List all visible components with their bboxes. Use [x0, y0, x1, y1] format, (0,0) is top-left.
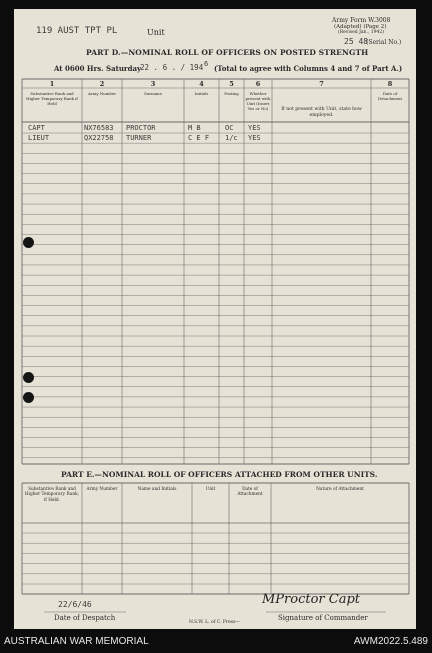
archive-accession-number: AWM2022.5.489	[353, 636, 428, 647]
column-header: Unit	[205, 487, 216, 492]
signature-label: Signature of Commander	[278, 614, 368, 622]
table-cell: TURNER	[126, 134, 152, 143]
table-cell: M B	[188, 124, 201, 132]
part-d-time-line: At 0600 Hrs. Saturday	[54, 64, 142, 73]
table-cell: PROCTOR	[126, 124, 156, 132]
unit-value: 119 AUST TPT PL	[36, 26, 118, 36]
column-number: 8	[387, 80, 393, 88]
column-header: Date of Detachment	[377, 91, 403, 101]
column-header: Date of Attachment	[237, 487, 263, 498]
column-header: Army Number	[86, 487, 118, 492]
part-d-heading: PART D.—NOMINAL ROLL OF OFFICERS ON POSTED STRENGTH	[86, 48, 369, 57]
column-number: 3	[150, 80, 156, 88]
table-cell: QX22758	[84, 134, 114, 143]
table-cell: YES	[248, 134, 261, 143]
column-header: Whether present with Unit (Insert Yes or No)	[245, 91, 271, 111]
table-cell: CAPT	[28, 124, 45, 132]
serial-value: 25 48	[344, 37, 369, 46]
column-number: 6	[255, 80, 261, 88]
commander-signature: MProctor Capt	[262, 592, 361, 607]
form-revised: (Revised Jan., 1942)	[338, 30, 384, 35]
column-header: Army Number	[87, 91, 117, 96]
column-header: Substantive Rank and Higher Temporary Rank if Held	[26, 91, 78, 106]
printer-imprint: N.S.W. L. of C. Press—	[189, 620, 240, 625]
parade-date: 22 . 6 . / 194	[140, 63, 204, 72]
punch-hole	[23, 392, 34, 403]
table-cell: 1/c	[225, 134, 238, 143]
column-header: Nature of Attachment	[316, 487, 364, 492]
despatch-label: Date of Despatch	[54, 614, 116, 622]
serial-label: (Serial No.)	[366, 39, 402, 46]
column-header: Name and Initials	[137, 487, 177, 492]
form-sheet	[14, 9, 416, 629]
column-header: Posting	[224, 91, 239, 96]
column-number: 5	[229, 80, 234, 88]
column-header: Substantive Rank and Higher Temporary Rank, if Held.	[24, 487, 80, 503]
column-header: Surname	[144, 91, 162, 96]
column-header: Initials	[194, 91, 209, 96]
column-number: 7	[319, 80, 324, 88]
column-number: 1	[49, 80, 55, 88]
column-header: If not present with Unit, state how employed.	[281, 107, 362, 118]
unit-label: Unit	[147, 28, 165, 37]
table-cell: OC	[225, 124, 234, 132]
table-cell: C E F	[188, 134, 210, 143]
part-d-total-note: (Total to agree with Columns 4 and 7 of Part A.)	[214, 64, 403, 73]
table-cell: YES	[248, 124, 261, 132]
punch-hole	[23, 237, 34, 248]
form-title: Army Form W.3008	[332, 17, 391, 24]
part-e-heading: PART E.—NOMINAL ROLL OF OFFICERS ATTACHED FROM OTHER UNITS.	[61, 470, 378, 479]
punch-hole	[23, 372, 34, 383]
table-cell: LIEUT	[28, 134, 50, 143]
form-adapted: (Adapted) (Page 2)	[334, 24, 387, 30]
column-number: 4	[199, 80, 204, 88]
table-cell: NX76583	[84, 124, 114, 132]
column-number: 2	[99, 80, 105, 88]
despatch-date: 22/6/46	[58, 600, 92, 609]
parade-year: 6	[204, 60, 209, 68]
archive-credit: AUSTRALIAN WAR MEMORIAL	[4, 636, 149, 647]
